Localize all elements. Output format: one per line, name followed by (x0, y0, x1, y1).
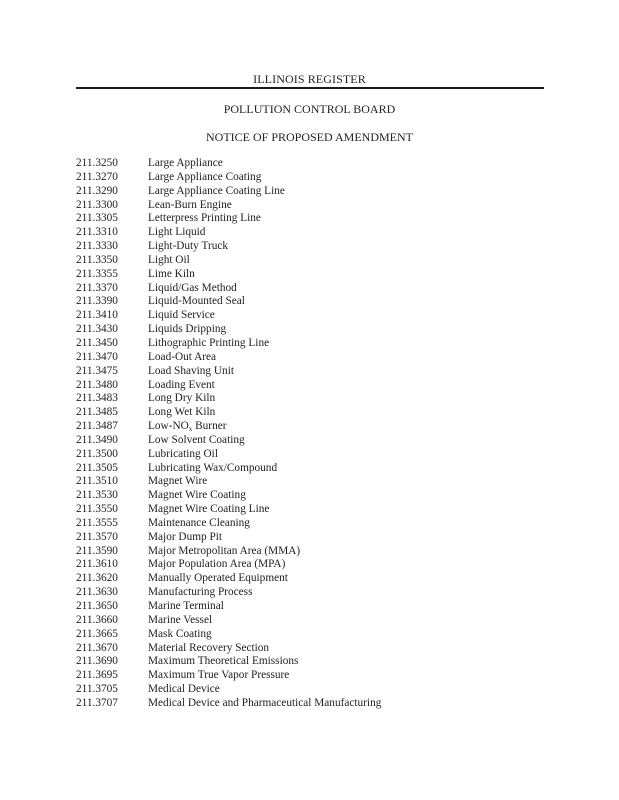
section-number: 211.3630 (76, 586, 118, 599)
section-term (148, 268, 195, 282)
section-term (148, 600, 224, 614)
section-term (148, 642, 269, 656)
section-number: 211.3290 (76, 184, 118, 197)
section-number: 211.3270 (76, 170, 118, 183)
section-term (148, 586, 252, 600)
section-term-text: Medical Device and Pharmaceutical Manufacturing (148, 696, 382, 709)
section-number: 211.3505 (76, 461, 118, 474)
section-term (148, 462, 277, 476)
section-number: 211.3470 (76, 350, 118, 363)
section-row (76, 199, 381, 213)
section-row (76, 157, 381, 171)
section-row (76, 572, 381, 586)
section-row (76, 268, 381, 282)
section-term (148, 503, 269, 517)
section-term-text: Magnet Wire Coating (148, 489, 246, 502)
section-term-text: Light-Duty Truck (148, 240, 229, 253)
section-number: 211.3310 (76, 226, 118, 239)
section-row (76, 600, 381, 614)
section-row (76, 337, 381, 351)
section-term (148, 448, 218, 462)
section-number: 211.3530 (76, 489, 118, 502)
section-term (148, 655, 298, 669)
section-term-text: Lubricating Oil (148, 447, 218, 460)
section-term-text: Liquid/Gas Method (148, 281, 237, 294)
section-term-text: Large Appliance (148, 157, 223, 169)
section-term-text: Large Appliance Coating (148, 170, 262, 183)
section-number: 211.3300 (76, 198, 118, 211)
section-term (148, 171, 261, 185)
section-row (76, 212, 381, 226)
section-term (148, 254, 190, 268)
section-number: 211.3430 (76, 323, 118, 336)
section-number: 211.3510 (76, 475, 118, 488)
board-name: POLLUTION CONTROL BOARD (223, 102, 396, 116)
section-row (76, 531, 381, 545)
section-row (76, 240, 381, 254)
section-term-text: Lithographic Printing Line (148, 336, 270, 349)
section-row (76, 434, 381, 448)
section-term-text: Major Population Area (MPA) (148, 558, 286, 571)
section-term (148, 337, 269, 351)
section-number: 211.3550 (76, 503, 118, 516)
section-number: 211.3590 (76, 544, 118, 557)
section-number: 211.3390 (76, 295, 118, 308)
section-number: 211.3483 (76, 392, 118, 405)
section-term (148, 517, 250, 531)
section-term (148, 240, 228, 254)
section-number: 211.3650 (76, 600, 118, 612)
section-term (148, 628, 212, 642)
section-row (76, 295, 381, 309)
section-term-text: Load Shaving Unit (148, 364, 234, 377)
section-row (76, 351, 381, 365)
section-row (76, 489, 381, 503)
section-number: 211.3350 (76, 253, 118, 266)
section-number: 211.3705 (76, 683, 118, 696)
section-term-text: Load-Out Area (148, 350, 217, 363)
section-term (148, 351, 216, 365)
section-row (76, 517, 381, 531)
section-number: 211.3490 (76, 433, 118, 446)
section-number: 211.3485 (76, 406, 118, 419)
section-term (148, 420, 227, 434)
section-number: 211.3410 (76, 309, 118, 322)
section-term-text: Long Wet Kiln (148, 406, 216, 419)
section-term (148, 185, 285, 199)
section-row (76, 586, 381, 600)
section-term-text: Magnet Wire Coating Line (148, 503, 270, 516)
section-number: 211.3480 (76, 378, 118, 391)
section-term (148, 295, 245, 309)
section-term-text: Low Solvent Coating (148, 433, 245, 446)
section-term (148, 558, 285, 572)
section-number: 211.3670 (76, 641, 118, 654)
section-term (148, 545, 300, 559)
section-number: 211.3620 (76, 572, 118, 585)
section-term (148, 226, 205, 240)
section-number: 211.3305 (76, 212, 118, 225)
section-term-text: Liquids Dripping (148, 323, 227, 336)
section-number: 211.3695 (76, 669, 118, 682)
section-row (76, 171, 381, 185)
section-term-text: Lime Kiln (148, 267, 195, 280)
section-term-text: Manually Operated Equipment (148, 572, 288, 585)
section-row (76, 462, 381, 476)
section-row (76, 503, 381, 517)
section-term-text: Marine Terminal (148, 600, 224, 612)
section-term (148, 323, 226, 337)
section-number: 211.3355 (76, 267, 118, 280)
section-term-text: Magnet Wire (148, 475, 208, 488)
section-term (148, 434, 245, 448)
section-term-text: Low-NO (148, 420, 189, 433)
section-term (148, 392, 215, 406)
section-term-text: Manufacturing Process (148, 586, 253, 599)
section-row (76, 697, 381, 711)
section-term-text: Letterpress Printing Line (148, 212, 261, 225)
section-term-text: Maintenance Cleaning (148, 516, 250, 529)
section-number: 211.3370 (76, 281, 118, 294)
section-term (148, 365, 234, 379)
section-term (148, 406, 215, 420)
section-term (148, 475, 207, 489)
section-row (76, 642, 381, 656)
section-row (76, 254, 381, 268)
section-term (148, 614, 212, 628)
section-term (148, 669, 289, 683)
section-number: 211.3660 (76, 613, 118, 626)
section-term-suffix: Burner (192, 420, 227, 433)
section-row (76, 379, 381, 393)
section-term (148, 282, 237, 296)
section-term (148, 489, 246, 503)
section-term (148, 531, 222, 545)
section-row (76, 558, 381, 572)
section-row (76, 545, 381, 559)
section-row (76, 655, 381, 669)
section-row (76, 628, 381, 642)
section-term (148, 199, 232, 213)
section-row (76, 226, 381, 240)
section-term-text: Major Metropolitan Area (MMA) (148, 544, 301, 557)
section-term-text: Large Appliance Coating Line (148, 184, 285, 197)
section-term (148, 379, 215, 393)
section-term-text: Maximum Theoretical Emissions (148, 655, 299, 668)
section-term-text: Lean-Burn Engine (148, 198, 232, 211)
section-number: 211.3555 (76, 516, 118, 529)
section-number: 211.3610 (76, 558, 118, 571)
section-row (76, 475, 381, 489)
section-row (76, 392, 381, 406)
section-row (76, 309, 381, 323)
section-term-subscript: x (188, 425, 193, 434)
section-term-text: Mask Coating (148, 627, 212, 640)
section-term (148, 157, 223, 171)
section-number: 211.3690 (76, 655, 118, 668)
section-number: 211.3330 (76, 240, 118, 253)
section-row (76, 406, 381, 420)
section-term-text: Loading Event (148, 378, 215, 391)
header-divider (76, 87, 544, 89)
section-term (148, 683, 220, 697)
section-row (76, 669, 381, 683)
section-term-text: Long Dry Kiln (148, 392, 216, 405)
section-number: 211.3450 (76, 336, 118, 349)
section-term (148, 697, 381, 711)
section-term-text: Major Dump Pit (148, 530, 223, 543)
section-term-text: Liquid Service (148, 309, 215, 322)
section-number: 211.3665 (76, 627, 118, 640)
section-number: 211.3250 (76, 157, 118, 169)
section-term-text: Maximum True Vapor Pressure (148, 669, 290, 682)
section-term (148, 572, 288, 586)
section-term (148, 212, 261, 226)
section-row (76, 323, 381, 337)
section-term (148, 309, 215, 323)
register-title: ILLINOIS REGISTER (253, 72, 366, 86)
section-number: 211.3500 (76, 447, 118, 460)
section-term-text: Light Liquid (148, 226, 206, 239)
section-list (76, 157, 381, 711)
section-number: 211.3570 (76, 530, 118, 543)
section-term-text: Liquid-Mounted Seal (148, 295, 245, 308)
section-row (76, 420, 381, 434)
section-term-text: Medical Device (148, 683, 220, 696)
section-number: 211.3707 (76, 696, 118, 709)
section-row (76, 614, 381, 628)
section-number: 211.3475 (76, 364, 118, 377)
section-term-text: Light Oil (148, 253, 190, 266)
section-row (76, 365, 381, 379)
section-row (76, 282, 381, 296)
section-term-text: Marine Vessel (148, 613, 213, 626)
section-row (76, 683, 381, 697)
section-term-text: Material Recovery Section (148, 641, 270, 654)
section-number: 211.3487 (76, 420, 118, 433)
notice-title: NOTICE OF PROPOSED AMENDMENT (205, 130, 414, 144)
section-term-text: Lubricating Wax/Compound (148, 461, 278, 474)
section-row (76, 185, 381, 199)
section-row (76, 448, 381, 462)
